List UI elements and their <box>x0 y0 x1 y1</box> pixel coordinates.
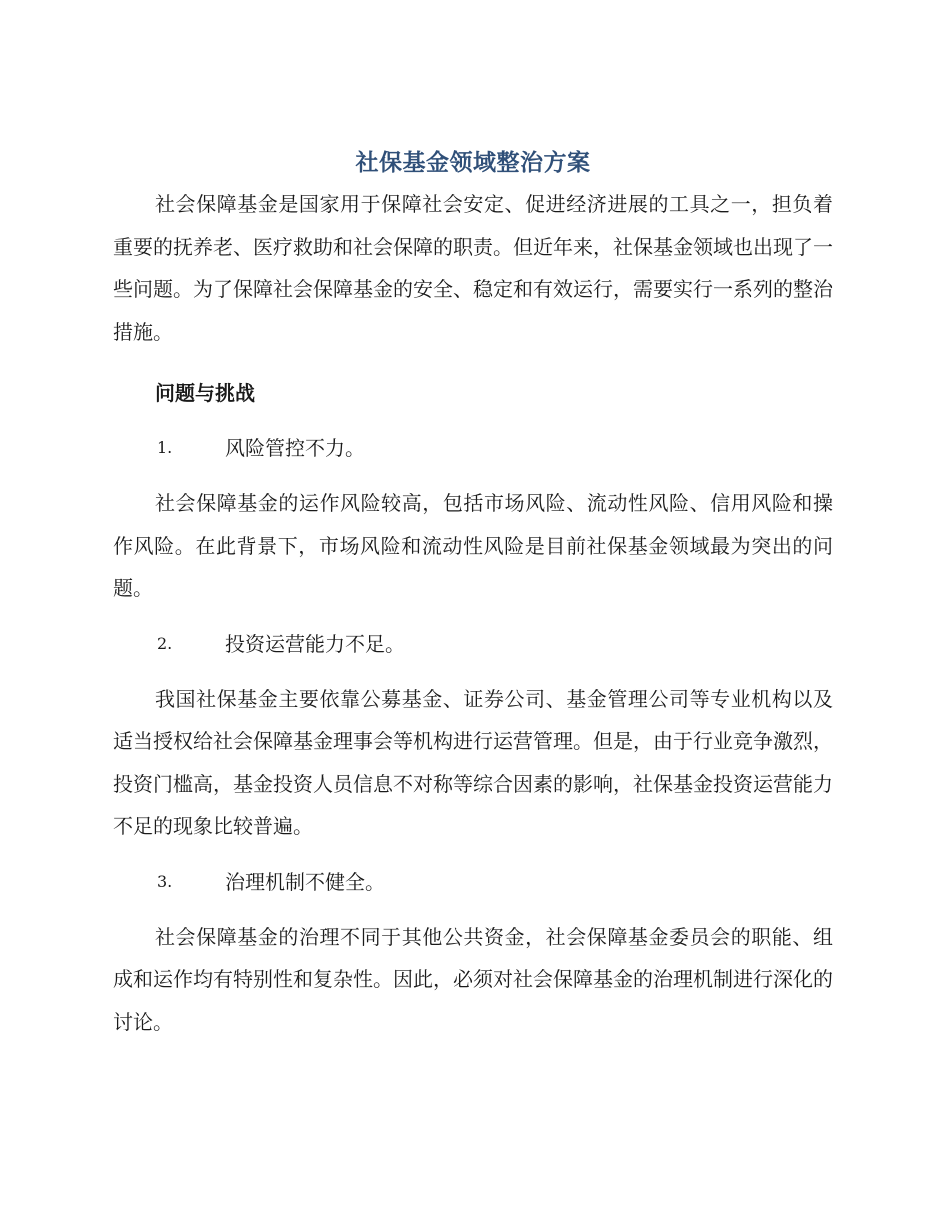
list-item-3 <box>113 861 833 903</box>
section-heading: 问题与挑战 <box>155 381 255 405</box>
item-2-paragraph: 我国社保基金主要依靠公募基金、证券公司、基金管理公司等专业机构以及适当授权给社会保障基金理事会等机构进行运营管理。但是，由于行业竞争激烈，投资门槛高，基金投资人员信息不对称等综合因素的影响，社保基金投资运营能力不足的现象比较普遍。 <box>113 686 833 838</box>
list-item-number: 1. <box>157 438 173 457</box>
document-content <box>113 146 833 1043</box>
list-item-number: 3. <box>157 871 173 891</box>
item-3-paragraph: 社会保障基金的治理不同于其他公共资金，社会保障基金委员会的职能、组成和运作均有特别性和复杂性。因此，必须对社会保障基金的治理机制进行深化的讨论。 <box>113 924 833 1034</box>
list-item-heading: 风险管控不力。 <box>225 436 365 460</box>
intro-paragraph: 社会保障基金是国家用于保障社会安定、促进经济进展的工具之一，担负着重要的抚养老、医疗救助和社会保障的职责。但近年来，社保基金领域也出现了一些问题。为了保障社会保障基金的安全、稳定和有效运行，需要实行一系列的整治措施。 <box>113 192 833 344</box>
list-item-number: 2. <box>157 633 173 653</box>
item-1-paragraph: 社会保障基金的运作风险较高，包括市场风险、流动性风险、信用风险和操作风险。在此背景下，市场风险和流动性风险是目前社保基金领域最为突出的问题。 <box>113 491 833 600</box>
list-item-1 <box>113 427 833 469</box>
list-item-heading: 治理机制不健全。 <box>225 869 385 894</box>
list-item-heading: 投资运营能力不足。 <box>225 631 405 656</box>
document-title: 社保基金领域整治方案 <box>355 150 591 176</box>
list-item-2 <box>113 623 833 665</box>
